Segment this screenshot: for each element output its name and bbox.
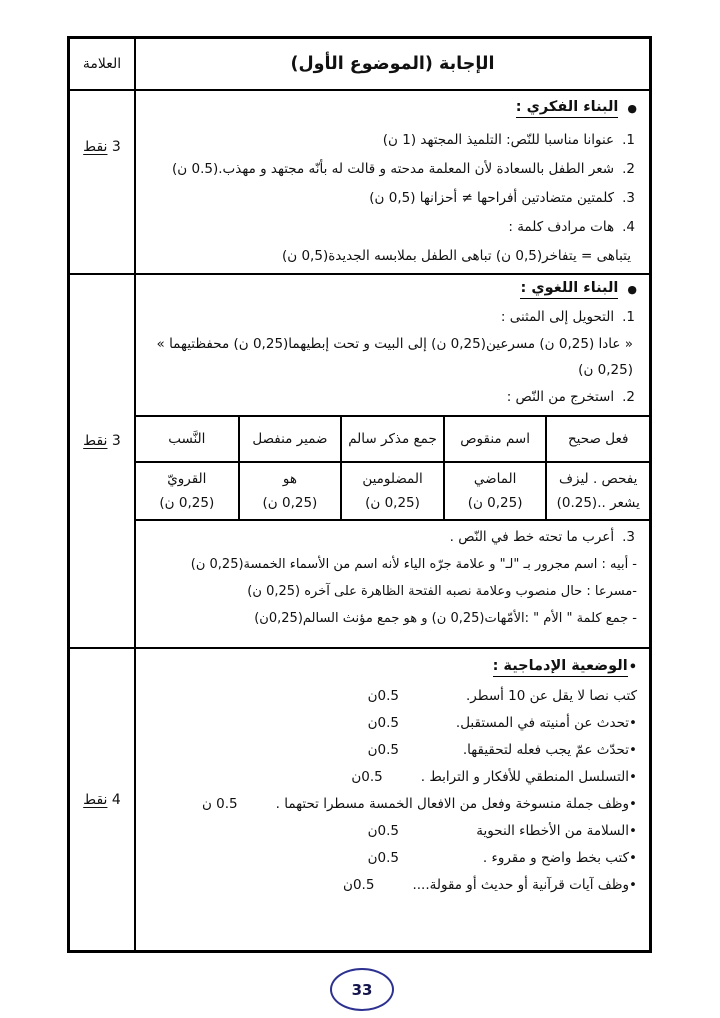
extraction-header-cell: النَّسب: [136, 416, 239, 462]
extraction-value-cell: القرويّ (0,25 ن): [136, 462, 239, 520]
section-heading-text: البناء الفكري :: [516, 99, 619, 118]
points-label: 3 نقط: [83, 139, 121, 155]
item-text: عنوانا مناسبا للنّص: التلميذ المجتهد (1 ن): [382, 132, 615, 148]
answer-item: [146, 523, 635, 551]
item-number: 4.: [622, 219, 635, 235]
criterion-text: كتب نصا لا يقل عن 10 أسطر.: [466, 688, 637, 704]
item-text: استخرج من النّص :: [506, 389, 615, 405]
item-number: 3.: [622, 529, 635, 545]
criterion-score: 0.5ن: [367, 688, 399, 704]
points-label: 3 نقط: [83, 433, 121, 449]
section-heading-text: الوضعية الإدماجية :: [493, 658, 628, 677]
document-title: الإجابة (الموضوع الأول): [290, 54, 495, 74]
criterion-row: [146, 818, 637, 845]
extraction-header-cell: جمع مذكر سالم: [341, 416, 444, 462]
section-lughawi-content: [136, 275, 649, 647]
extraction-header-cell: ضمير منفصل: [239, 416, 342, 462]
extraction-value-row: [136, 462, 649, 520]
criterion-score: 0.5ن: [343, 877, 375, 893]
item-text: شعر الطفل بالسعادة لأن المعلمة مدحته و قالت له بأنّه مجتهد و مهذب.(0.5 ن): [172, 161, 615, 177]
section-fikri-content: [136, 91, 649, 273]
marks-header-label: العلامة: [82, 56, 122, 72]
criterion-score: 0.5 ن: [201, 796, 238, 812]
criterion-row: [146, 791, 637, 818]
parsing-line: - أبيه : اسم مجرور بـ "لـ" و علامة جرّه الياء لأنه اسم من الأسماء الخمسة(0,25 ن): [190, 557, 637, 572]
criterion-text: •وظف جملة منسوخة وفعل من الافعال الخمسة مسطرا تحتهما .: [275, 796, 637, 812]
criterion-row: [146, 737, 637, 764]
item-text: أعرب ما تحته خط في النّص .: [449, 529, 615, 545]
dual-conversion-line: « عادا (0,25 ن) مسرعين(0,25 ن) إلى البيت و تحت إبطيهما(0,25 ن) محفظتيهما » (0,25 ن): [156, 336, 633, 378]
extraction-header-cell: اسم منقوص: [444, 416, 547, 462]
criterion-row: [146, 872, 637, 899]
item-number: 1.: [622, 132, 635, 148]
criterion-score: 0.5ن: [367, 850, 399, 866]
extraction-value-cell: هو (0,25 ن): [239, 462, 342, 520]
criterion-text: •وظف آيات قرآنية أو حديث أو مقولة....: [412, 877, 637, 893]
extraction-header-row: [136, 416, 649, 462]
criterion-row: [146, 683, 637, 710]
marks-header-cell: [70, 39, 136, 89]
answer-item: [146, 213, 635, 242]
item-text: هات مرادف كلمة :: [508, 219, 615, 235]
item-number: 1.: [622, 309, 635, 325]
criterion-score: 0.5ن: [367, 823, 399, 839]
section-heading: [146, 658, 637, 677]
table-header-row: [70, 39, 649, 89]
answer-item: [146, 155, 635, 184]
parsing-line: - جمع كلمة " الأم " :الأمّهات(0,25 ن) و هو جمع مؤنث السالم(0,25ن): [254, 611, 637, 626]
item-number: 2.: [622, 389, 635, 405]
extraction-table: [136, 415, 649, 521]
section-lughawi-row: [70, 273, 649, 647]
criterion-score: 0.5ن: [367, 715, 399, 731]
bullet-icon: ●: [627, 283, 637, 296]
criterion-row: [146, 710, 637, 737]
criterion-text: •السلامة من الأخطاء النحوية: [476, 823, 637, 839]
points-label: 4 نقط: [83, 791, 121, 808]
page-number-badge: [330, 968, 394, 1011]
answer-table: [67, 36, 652, 953]
extraction-value-cell: المضلومين (0,25 ن): [341, 462, 444, 520]
title-cell: [136, 39, 649, 89]
section-heading-text: البناء اللغوي :: [520, 280, 618, 299]
section-heading: [146, 99, 637, 118]
item-text: كلمتين متضادتين أفراحها ≠ أحزانها (0,5 ن): [369, 190, 615, 206]
criterion-row: [146, 845, 637, 872]
parsing-line: -مسرعا : حال منصوب وعلامة نصبه الفتحة الظاهرة على آخره (0,25 ن): [247, 584, 637, 599]
extraction-value-cell: الماضي (0,25 ن): [444, 462, 547, 520]
section-idmajia-marks-cell: [70, 649, 136, 950]
bullet-icon: •: [628, 660, 637, 675]
criterion-text: •تحدث عن أمنيته في المستقبل.: [455, 715, 637, 731]
section-fikri-marks-cell: [70, 91, 136, 273]
criterion-text: •كتب بخط واضح و مقروء .: [482, 850, 637, 866]
answer-item: [146, 184, 635, 213]
answer-item: [146, 383, 635, 411]
criterion-score: 0.5ن: [367, 742, 399, 758]
section-idmajia-row: [70, 647, 649, 950]
page-number: 33: [351, 980, 373, 999]
extraction-value-cell: يفحص . ليزف يشعر ..(0.25): [546, 462, 649, 520]
criterion-row: [146, 764, 637, 791]
criterion-score: 0.5ن: [351, 769, 383, 785]
criterion-text: •التسلسل المنطقي للأفكار و الترابط .: [420, 769, 637, 785]
extraction-header-cell: فعل صحيح: [546, 416, 649, 462]
item-text: التحويل إلى المثنى :: [500, 309, 615, 325]
section-idmajia-content: [136, 649, 649, 950]
section-heading: [146, 280, 637, 299]
section-fikri-row: [70, 89, 649, 273]
criterion-text: •تحدّث عمّ يجب فعله لتحقيقها.: [462, 742, 637, 758]
answer-item: [146, 126, 635, 155]
bullet-icon: ●: [627, 102, 637, 115]
section-lughawi-marks-cell: [70, 275, 136, 647]
item-number: 3.: [622, 190, 635, 206]
answer-item: [146, 303, 635, 331]
synonym-line: يتباهى = يتفاخر(0,5 ن) تباهى الطفل بملابسه الجديدة(0,5 ن): [281, 248, 631, 264]
item-number: 2.: [622, 161, 635, 177]
